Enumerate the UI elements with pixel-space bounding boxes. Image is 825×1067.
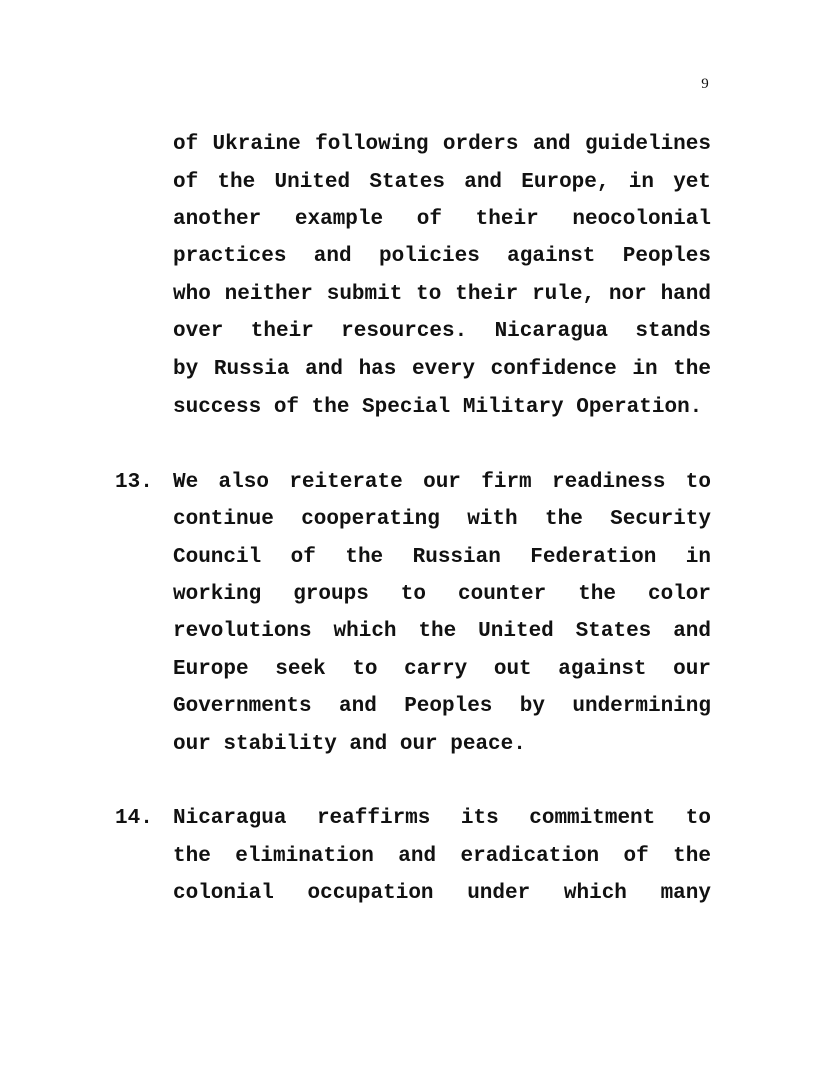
text-line: our stability and our peace. xyxy=(173,733,526,756)
text-line: working groups to counter the color xyxy=(173,583,711,606)
text-line: over their resources. Nicaragua stands xyxy=(173,320,711,343)
text-line: We also reiterate our firm readiness to xyxy=(173,471,711,494)
text-line: the elimination and eradication of the xyxy=(173,845,711,868)
text-line: Nicaragua reaffirms its commitment to xyxy=(173,807,711,830)
text-line: another example of their neocolonial xyxy=(173,208,711,231)
text-line: Europe seek to carry out against our xyxy=(173,658,711,681)
page-number: 9 xyxy=(701,76,709,92)
text-line: continue cooperating with the Security xyxy=(173,508,711,531)
text-line: by Russia and has every confidence in the xyxy=(173,358,711,381)
text-line: Governments and Peoples by undermining xyxy=(173,695,711,718)
text-line: colonial occupation under which many xyxy=(173,882,711,905)
text-line: of the United States and Europe, in yet xyxy=(173,171,711,194)
text-line: success of the Special Military Operation. xyxy=(173,396,703,419)
item-number: 14. xyxy=(115,807,153,830)
text-line: who neither submit to their rule, nor hand xyxy=(173,283,711,306)
item-number: 13. xyxy=(115,471,153,494)
text-line: Council of the Russian Federation in xyxy=(173,546,711,569)
text-line: of Ukraine following orders and guidelines xyxy=(173,133,711,156)
text-line: practices and policies against Peoples xyxy=(173,245,711,268)
text-line: revolutions which the United States and xyxy=(173,620,711,643)
